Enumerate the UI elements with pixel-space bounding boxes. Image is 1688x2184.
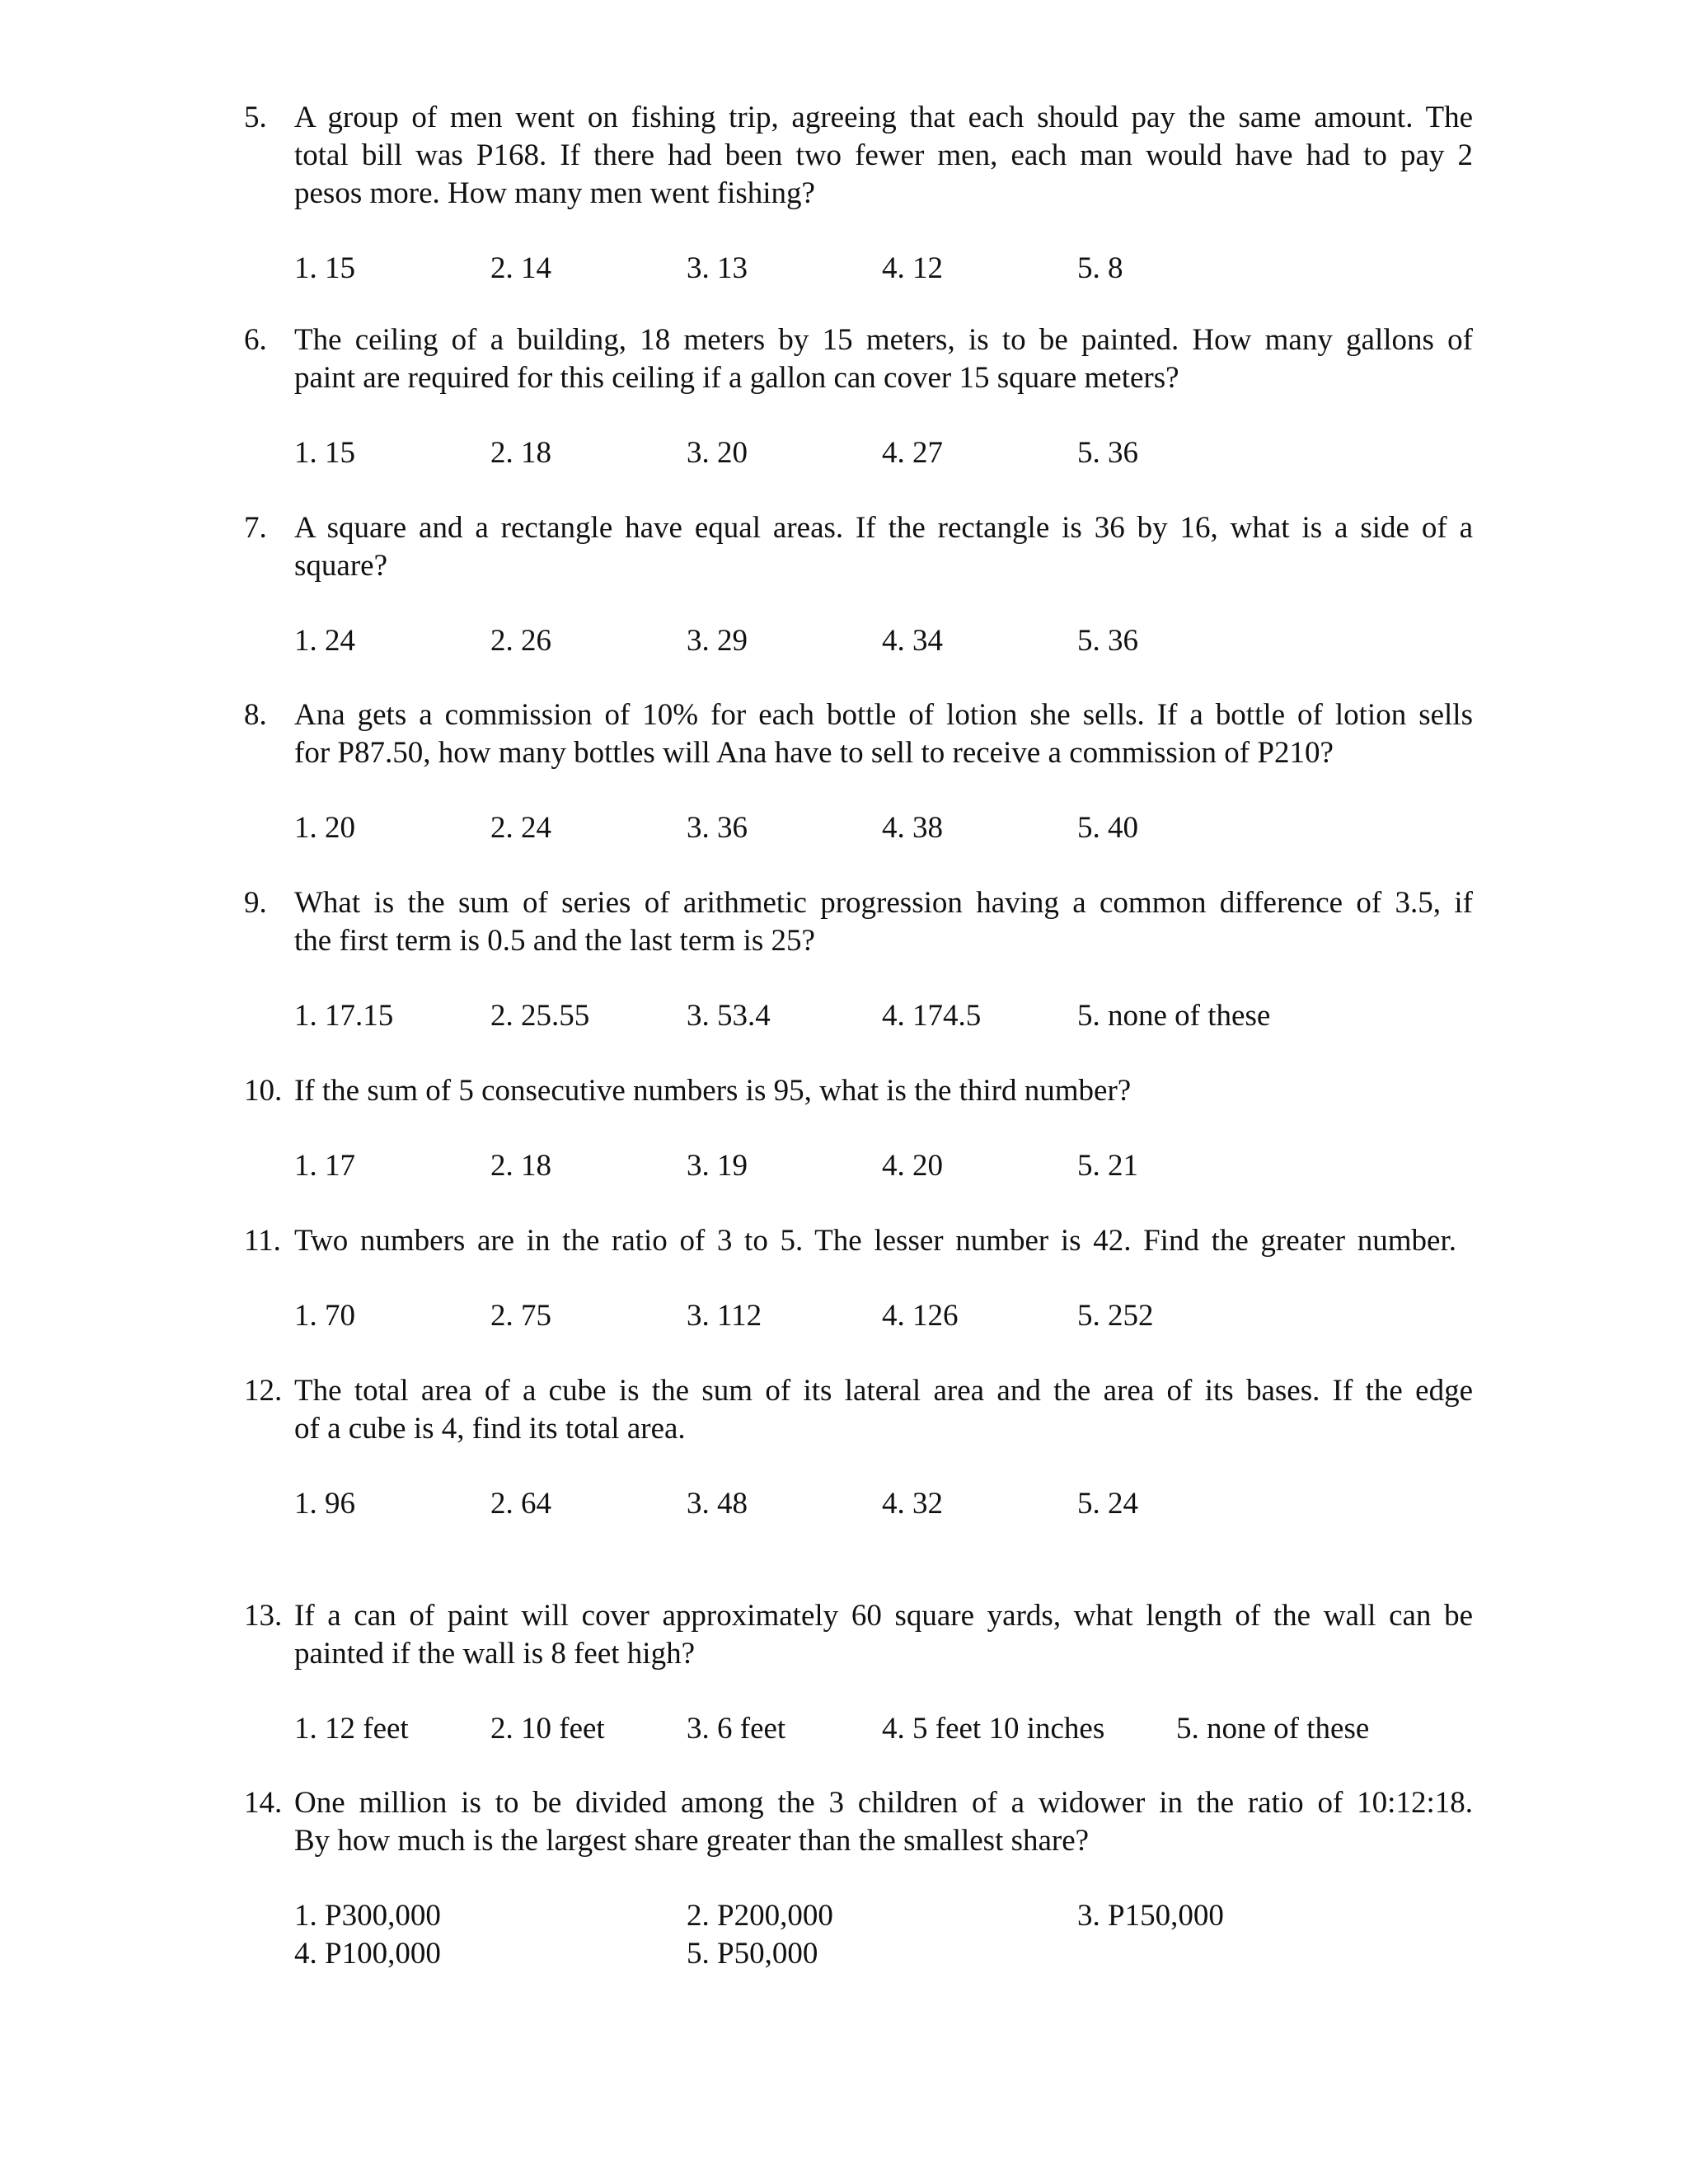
answer-choice: 4. 34 [882,624,943,658]
question-text: What is the sum of series of arithmetic progression having a common difference of 3.5, if [294,886,1473,920]
question-8 [0,696,1688,847]
question-text: pesos more. How many men went fishing? [294,176,815,210]
answer-choice: 5. P50,000 [687,1937,818,1971]
question-12 [0,1372,1688,1523]
answer-choice: 3. 13 [687,251,748,285]
question-text: If the sum of 5 consecutive numbers is 95, what is the third number? [294,1074,1132,1108]
answer-choice: 1. 96 [294,1487,355,1521]
answer-choice: 4. 174.5 [882,999,982,1033]
answer-choice: 4. 20 [882,1149,943,1183]
question-text: The ceiling of a building, 18 meters by 15 meters, is to be painted. How many gallons of [294,323,1473,357]
answer-choice: 5. 24 [1077,1487,1138,1521]
question-9 [0,884,1688,1035]
question-number: 14. [244,1786,283,1820]
answer-choice: 3. 20 [687,436,748,470]
question-6 [0,321,1688,472]
answer-choice: 1. 24 [294,624,355,658]
question-number: 11. [244,1224,281,1258]
question-number: 12. [244,1374,283,1408]
question-number: 5. [244,101,267,134]
answer-choice: 4. 27 [882,436,943,470]
answer-choice: 2. 14 [490,251,551,285]
question-number: 13. [244,1599,283,1633]
answer-choice: 5. 36 [1077,624,1138,658]
answer-choice: 1. 70 [294,1299,355,1333]
answer-choice: 2. 24 [490,811,551,845]
question-7 [0,509,1688,660]
answer-choice: 2. 25.55 [490,999,590,1033]
answer-choice: 3. 19 [687,1149,748,1183]
question-14 [0,1784,1688,1973]
answer-choice: 1. 20 [294,811,355,845]
question-text: painted if the wall is 8 feet high? [294,1637,695,1671]
question-11 [0,1222,1688,1335]
question-10 [0,1072,1688,1185]
answer-choice: 5. none of these [1077,999,1271,1033]
question-text: square? [294,549,387,583]
question-text: Ana gets a commission of 10% for each bottle of lotion she sells. If a bottle of lotion sells [294,698,1473,732]
answer-choice: 3. 6 feet [687,1712,786,1746]
answer-choice: 2. 26 [490,624,551,658]
answer-choice: 1. 17 [294,1149,355,1183]
question-text: total bill was P168. If there had been two fewer men, each man would have had to pay 2 [294,138,1473,172]
answer-choice: 5. 40 [1077,811,1138,845]
answer-choice: 2. 18 [490,436,551,470]
question-13 [0,1597,1688,1748]
answer-choice: 3. 53.4 [687,999,771,1033]
answer-choice: 3. 36 [687,811,748,845]
answer-choice: 4. 126 [882,1299,959,1333]
question-number: 10. [244,1074,283,1108]
answer-choice: 3. 48 [687,1487,748,1521]
question-number: 9. [244,886,267,920]
question-number: 6. [244,323,267,357]
answer-choice: 5. none of these [1176,1712,1370,1746]
answer-choice: 1. 15 [294,436,355,470]
answer-choice: 5. 252 [1077,1299,1154,1333]
question-text: A square and a rectangle have equal areas. If the rectangle is 36 by 16, what is a side of a [294,511,1473,545]
answer-choice: 2. 10 feet [490,1712,605,1746]
answer-choice: 5. 8 [1077,251,1123,285]
question-text: of a cube is 4, find its total area. [294,1412,686,1446]
answer-choice: 1. P300,000 [294,1899,441,1933]
answer-choice: 1. 17.15 [294,999,394,1033]
question-number: 8. [244,698,267,732]
answer-choice: 4. 32 [882,1487,943,1521]
answer-choice: 3. 112 [687,1299,762,1333]
answer-choice: 4. P100,000 [294,1937,441,1971]
answer-choice: 5. 21 [1077,1149,1138,1183]
question-number: 7. [244,511,267,545]
question-text: One million is to be divided among the 3 children of a widower in the ratio of 10:12:18. [294,1786,1473,1820]
question-text: The total area of a cube is the sum of its lateral area and the area of its bases. If the edge [294,1374,1473,1408]
answer-choice: 5. 36 [1077,436,1138,470]
question-text: paint are required for this ceiling if a gallon can cover 15 square meters? [294,361,1179,395]
question-5 [0,99,1688,288]
question-text: If a can of paint will cover approximately 60 square yards, what length of the wall can be [294,1599,1473,1633]
answer-choice: 4. 12 [882,251,943,285]
answer-choice: 2. P200,000 [687,1899,833,1933]
answer-choice: 3. P150,000 [1077,1899,1224,1933]
answer-choice: 2. 64 [490,1487,551,1521]
question-text: A group of men went on fishing trip, agreeing that each should pay the same amount. The [294,101,1473,134]
answer-choice: 4. 38 [882,811,943,845]
answer-choice: 1. 12 feet [294,1712,409,1746]
answer-choice: 4. 5 feet 10 inches [882,1712,1105,1746]
question-text: Two numbers are in the ratio of 3 to 5. The lesser number is 42. Find the greater number. [294,1224,1456,1258]
answer-choice: 1. 15 [294,251,355,285]
answer-choice: 2. 75 [490,1299,551,1333]
answer-choice: 3. 29 [687,624,748,658]
question-text: the first term is 0.5 and the last term is 25? [294,924,815,958]
question-text: for P87.50, how many bottles will Ana have to sell to receive a commission of P210? [294,736,1334,770]
answer-choice: 2. 18 [490,1149,551,1183]
question-text: By how much is the largest share greater than the smallest share? [294,1824,1090,1858]
